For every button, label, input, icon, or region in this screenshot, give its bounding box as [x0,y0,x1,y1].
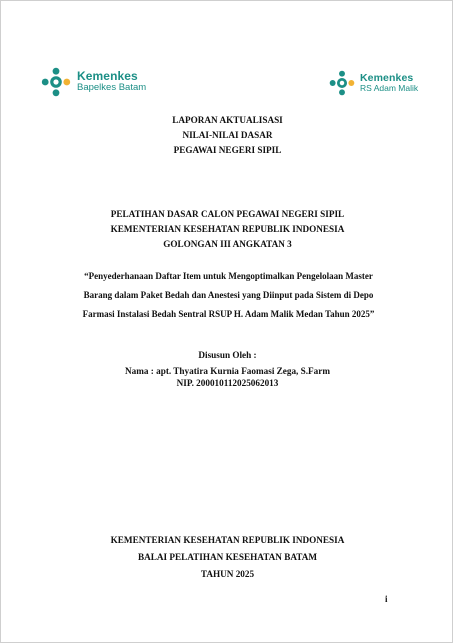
report-title [1,113,453,158]
kemenkes-rs-adam-malik-logo [329,70,418,96]
footer-line: TAHUN 2025 [200,569,255,579]
page-number: i [385,594,388,604]
title-line: LAPORAN AKTUALISASI [172,115,283,125]
logo-subtitle: RS Adam Malik [360,83,419,94]
course-info [1,207,453,252]
institution-footer [1,532,453,583]
title-line: NILAI-NILAI DASAR [182,130,273,140]
report-theme [56,267,401,324]
footer-line: BALAI PELATIHAN KESEHATAN BATAM [137,552,318,562]
course-line: KEMENTERIAN KESEHATAN REPUBLIK INDONESIA [110,224,345,234]
logo-name: Kemenkes [360,71,414,84]
theme-line: Barang dalam Paket Bedah dan Anestesi yang Diinput pada Sistem di Depo [83,290,374,300]
course-line: GOLONGAN III ANGKATAN 3 [163,239,292,249]
course-line: PELATIHAN DASAR CALON PEGAWAI NEGERI SIPIL [110,209,345,219]
author-name: Nama : apt. Thyatira Kurnia Faomasi Zega, S.Farm [124,366,330,376]
logo-subtitle: Bapelkes Batam [77,82,147,94]
author-info [1,349,453,389]
footer-line: KEMENTERIAN KESEHATAN REPUBLIK INDONESIA [110,535,345,545]
author-nip: NIP. 200010112025062013 [176,378,279,388]
title-line: PEGAWAI NEGERI SIPIL [173,145,282,155]
theme-line: “Penyederhanaan Daftar Item untuk Mengoptimalkan Pengelolaan Master [84,271,373,281]
author-heading: Disusun Oleh : [198,350,257,360]
kemenkes-bapelkes-logo [41,67,146,97]
kemenkes-logo-icon [41,67,71,97]
logo-name: Kemenkes [77,69,138,84]
theme-line: Farmasi Instalasi Bedah Sentral RSUP H. Adam Malik Medan Tahun 2025” [82,309,375,319]
kemenkes-logo-icon [329,70,355,96]
